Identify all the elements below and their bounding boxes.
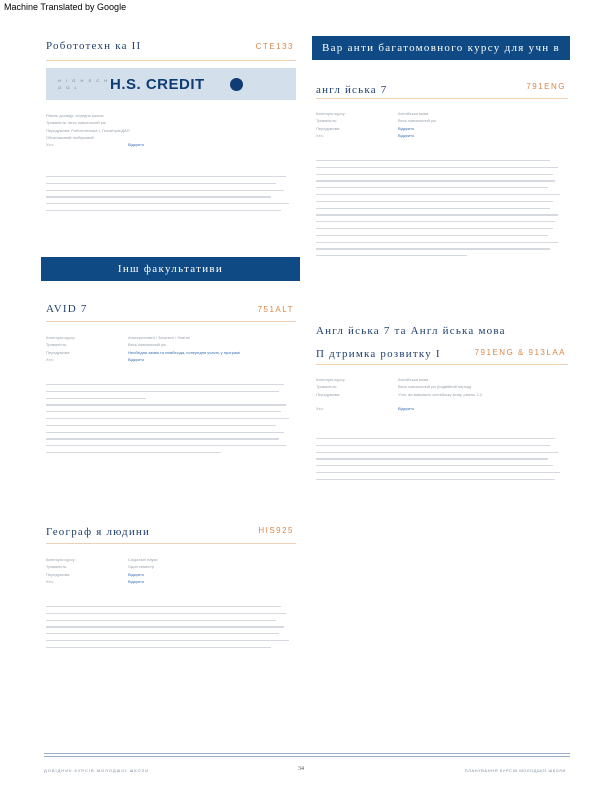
english-support-description: [316, 438, 568, 486]
multilingual-banner: Вар анти багатомовного курсу для учн в: [312, 36, 570, 60]
footer-rule-top: [44, 753, 570, 754]
robotics-title: Робототехн ка II: [46, 40, 142, 52]
page-number: 34: [298, 766, 304, 772]
hs-credit-badge: [46, 68, 296, 100]
english-support-meta: Категорія курсу: Англійська мова Тривалість: Весь навчальний рік (подвійний період) Передумови: Учні, які вивчають англійську мову, рівень 1-2 Хто: Відкрито: [316, 377, 483, 411]
english7-meta: Категорія курсу: Англійська мова Тривалість: Весь навчальний рік Передумови: Відкрито Хто: Відкрито: [316, 111, 436, 138]
avid-code: 751ALT: [257, 305, 294, 314]
geography-meta: Категорія курсу: Соціальні науки Тривалість: Один семестр Передумови: Відкрито Хто: Відкрито: [46, 557, 158, 584]
graduation-cap-icon: [230, 78, 243, 91]
machine-translated-label: Machine Translated by Google: [4, 2, 127, 12]
geography-divider: [46, 543, 296, 544]
footer-rule-bottom: [44, 756, 570, 757]
english7-code: 791ENG: [526, 82, 566, 91]
geography-title: Географ я людини: [46, 526, 151, 538]
hs-credit-small-text: H I G H S C H O O L: [58, 78, 110, 90]
avid-divider: [46, 321, 296, 322]
geography-code: HIS925: [258, 526, 294, 535]
english-support-title-line1: Англ йська 7 та Англ йська мова: [316, 325, 506, 337]
english7-description: [316, 160, 568, 262]
footer-left-text: ДОВІДНИК КУРСІВ МОЛОДШОЇ ШКОЛИ: [44, 768, 150, 773]
avid-meta: Категорія курсу: Альтернативні / Загальні / Освітні Тривалість: Весь навчальний рік Передумови: Необхідна заява та співбесіда, попередня участь у програмі Хто: Відкрито: [46, 335, 240, 362]
english-support-title-line2: П дтримка розвитку I: [316, 348, 441, 360]
avid-title: AVID 7: [46, 303, 88, 315]
robotics-description: [46, 176, 296, 217]
english7-divider: [316, 98, 568, 99]
avid-description: [46, 384, 296, 459]
robotics-code: CTE133: [255, 42, 294, 51]
english-support-divider: [316, 364, 568, 365]
other-faculties-banner: Інш факультативи: [41, 257, 300, 281]
english-support-code: 791ENG & 913LAA: [474, 348, 566, 357]
english7-title: англ йська 7: [316, 84, 388, 96]
footer-right-text: ПЛАНУВАННЯ КУРСІВ МОЛОДШОЇ ШКОЛИ: [464, 768, 566, 773]
hs-credit-label: H.S. CREDIT: [110, 76, 205, 93]
robotics-meta: Рівень досвіду: середня школа Тривалість: весь навчальний рік Передумови: Робототехніка I, Геометрія/ДАП Обов'язковий: вибірковий Хто: Відкрито: [46, 113, 145, 148]
geography-description: [46, 606, 296, 654]
robotics-divider: [46, 60, 296, 61]
